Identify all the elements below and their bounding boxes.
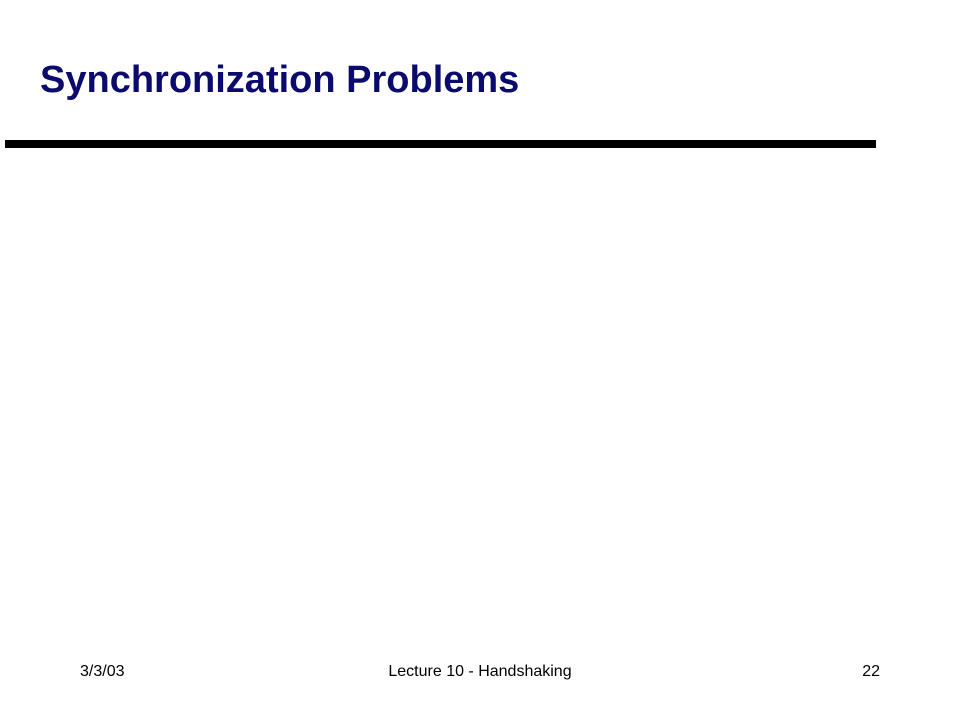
footer-page-number: 22 [862, 663, 880, 680]
footer-date: 3/3/03 [80, 663, 125, 680]
footer-lecture-title: Lecture 10 - Handshaking [388, 663, 572, 680]
slide-title: Synchronization Problems [40, 59, 520, 101]
title-divider [5, 140, 876, 148]
